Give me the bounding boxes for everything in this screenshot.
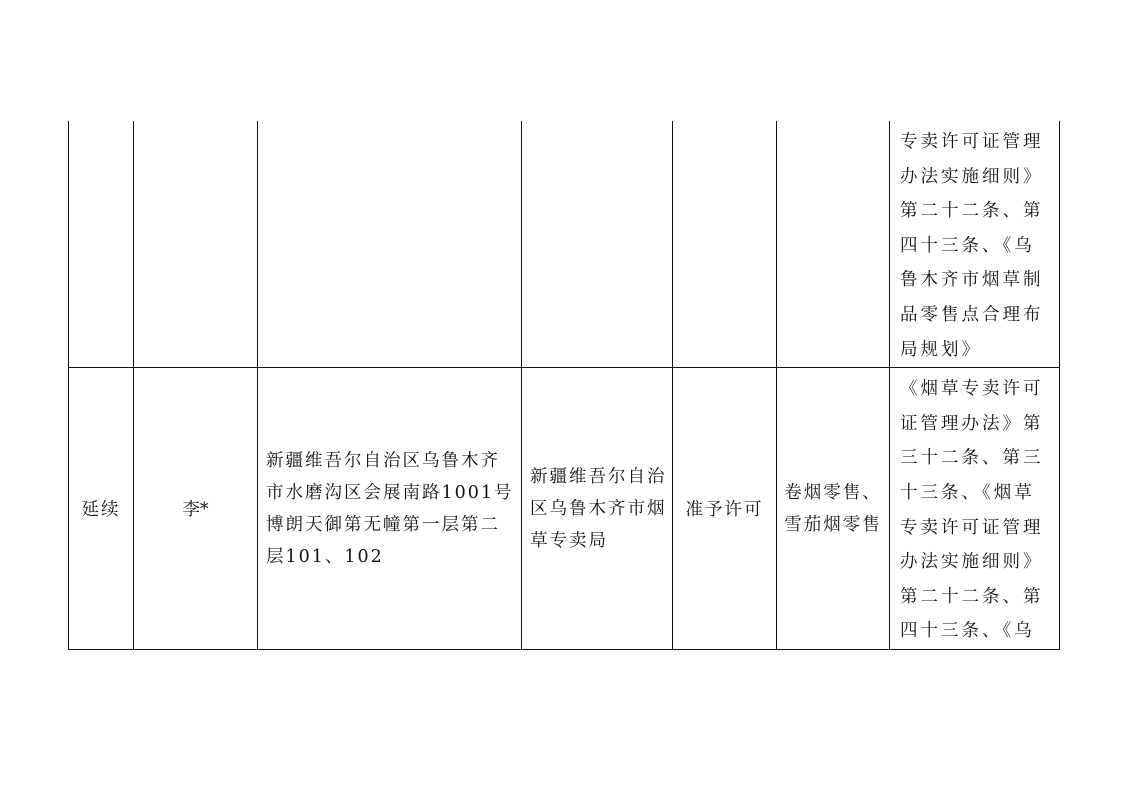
- cell-applicant-name: 李*: [134, 368, 258, 650]
- cell-business-scope: 卷烟零售、雪茄烟零售: [777, 368, 890, 650]
- cell-decision: [673, 121, 777, 368]
- cell-legal-basis: 专卖许可证管理 办法实施细则》 第二十二条、第 四十三条、《乌 鲁木齐市烟草制 品零售点合理布 局规划》: [890, 121, 1060, 368]
- cell-issuing-authority: 新疆维吾尔自治区乌鲁木齐市烟草专卖局: [522, 368, 673, 650]
- cell-license-type: 延续: [69, 368, 134, 650]
- table-row: [69, 368, 1060, 650]
- cell-license-type: [69, 121, 134, 368]
- cell-business-address: [258, 121, 522, 368]
- cell-applicant-name: [134, 121, 258, 368]
- table-row: [69, 121, 1060, 368]
- cell-business-address: 新疆维吾尔自治区乌鲁木齐市水磨沟区会展南路1001号博朗天御第无幢第一层第二层101、102: [258, 368, 522, 650]
- license-records-table: [68, 121, 1060, 650]
- cell-business-scope: [777, 121, 890, 368]
- cell-legal-basis: 《烟草专卖许可 证管理办法》第 三十二条、第三 十三条、《烟草 专卖许可证管理 办法实施细则》 第二十二条、第 四十三条、《乌: [890, 368, 1060, 650]
- cell-decision: 准予许可: [673, 368, 777, 650]
- cell-issuing-authority: [522, 121, 673, 368]
